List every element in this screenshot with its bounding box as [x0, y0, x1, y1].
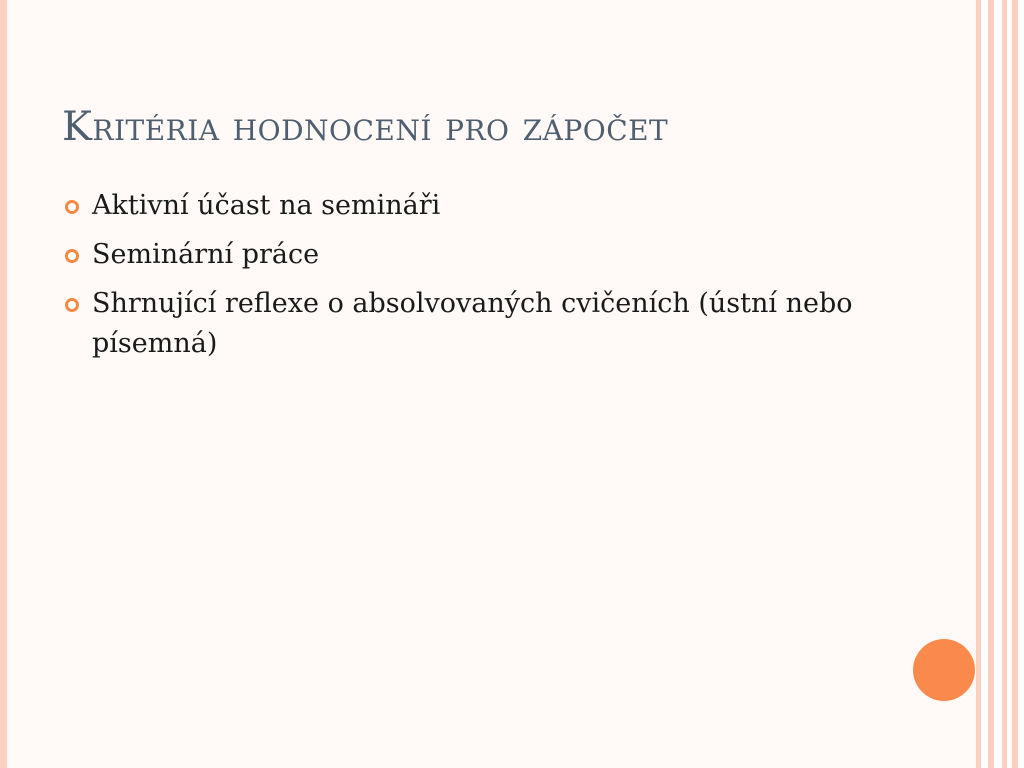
bullet-circle-icon — [65, 249, 79, 263]
bullet-item — [62, 235, 912, 275]
decorative-circle — [913, 639, 975, 701]
right-border-stripes — [976, 0, 1024, 768]
bullet-text: Seminární práce — [92, 239, 320, 270]
bullet-circle-icon — [65, 200, 79, 214]
left-border-stripe — [0, 0, 7, 768]
border-stripe — [1012, 0, 1018, 768]
bullet-item — [62, 284, 912, 364]
slide-title: Kritéria hodnocení pro zápočet — [62, 104, 669, 150]
bullet-text: Shrnující reflexe o absolvovaných cvičeních (ústní nebo písemná) — [92, 288, 853, 359]
border-stripe — [988, 0, 994, 768]
bullet-text: Aktivní účast na semináři — [92, 190, 441, 221]
bullet-list — [62, 186, 912, 373]
border-stripe — [1002, 0, 1007, 768]
bullet-item — [62, 186, 912, 226]
bullet-circle-icon — [65, 298, 79, 312]
border-stripe — [976, 0, 981, 768]
